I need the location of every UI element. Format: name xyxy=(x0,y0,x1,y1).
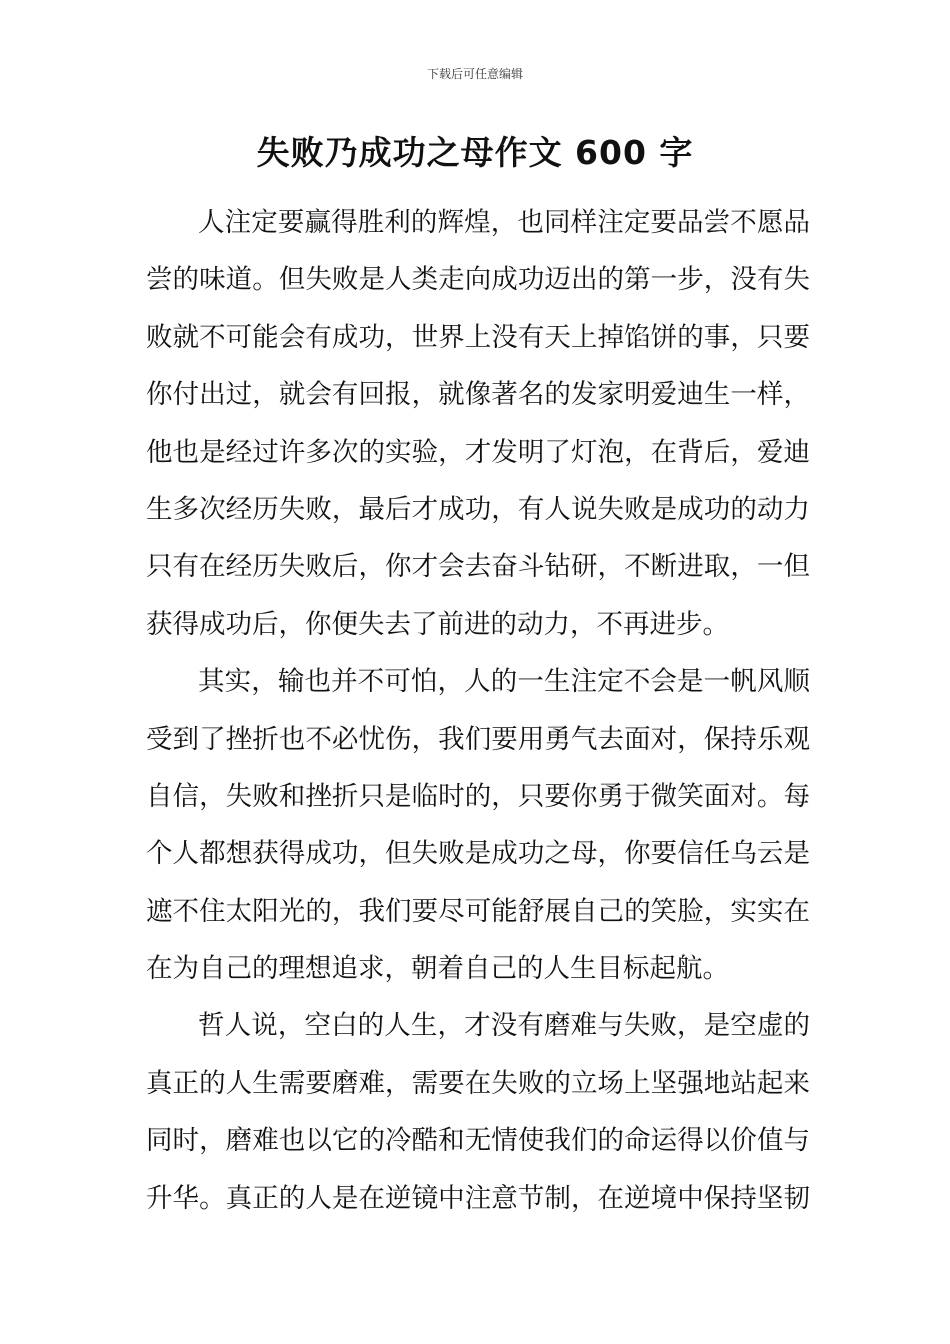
paragraph-2 xyxy=(146,653,810,997)
text-line: 哲人说，空白的人生，才没有磨难与失败，是空虚的 xyxy=(198,1010,810,1042)
document-title: 失败乃成功之母作文 600 字 xyxy=(256,133,694,172)
text-line: 同时，磨难也以它的冷酷和无情使我们的命运得以价值与 xyxy=(146,1125,810,1157)
text-line: 自信，失败和挫折只是临时的，只要你勇于微笑面对。每 xyxy=(146,780,810,812)
text-line: 人注定要赢得胜利的辉煌，也同样注定要品尝不愿品 xyxy=(198,207,810,238)
text-line: 败就不可能会有成功，世界上没有天上掉馅饼的事，只要 xyxy=(146,321,810,353)
text-line: 尝的味道。但失败是人类走向成功迈出的第一步，没有失 xyxy=(146,264,810,296)
paragraph-1 xyxy=(146,194,810,653)
text-line: 个人都想获得成功，但失败是成功之母，你要信任乌云是 xyxy=(146,838,810,870)
text-line: 获得成功后，你便失去了前进的动力，不再进步。 xyxy=(146,608,729,640)
text-line: 遮不住太阳光的，我们要尽可能舒展自己的笑脸，实实在 xyxy=(146,895,810,927)
text-line: 升华。真正的人是在逆镜中注意节制，在逆境中保持坚韧 xyxy=(146,1182,810,1214)
page-header: 下载后可任意编辑 xyxy=(426,67,523,81)
text-line: 受到了挫折也不必忧伤，我们要用勇气去面对，保持乐观 xyxy=(146,723,810,755)
text-line: 其实，输也并不可怕，人的一生注定不会是一帆风顺 xyxy=(198,666,810,698)
text-line: 真正的人生需要磨难，需要在失败的立场上坚强地站起来 xyxy=(146,1067,810,1099)
text-line: 生多次经历失败，最后才成功，有人说失败是成功的动力 xyxy=(146,493,810,525)
text-line: 在为自己的理想追求，朝着自己的人生目标起航。 xyxy=(146,953,729,985)
document-body xyxy=(146,194,810,1227)
text-line: 你付出过，就会有回报，就像著名的发家明爱迪生一样， xyxy=(146,379,810,411)
paragraph-3 xyxy=(146,997,810,1227)
text-line: 只有在经历失败后，你才会去奋斗钻研，不断进取，一但 xyxy=(146,551,810,583)
text-line: 他也是经过许多次的实验，才发明了灯泡，在背后，爱迪 xyxy=(146,436,810,468)
